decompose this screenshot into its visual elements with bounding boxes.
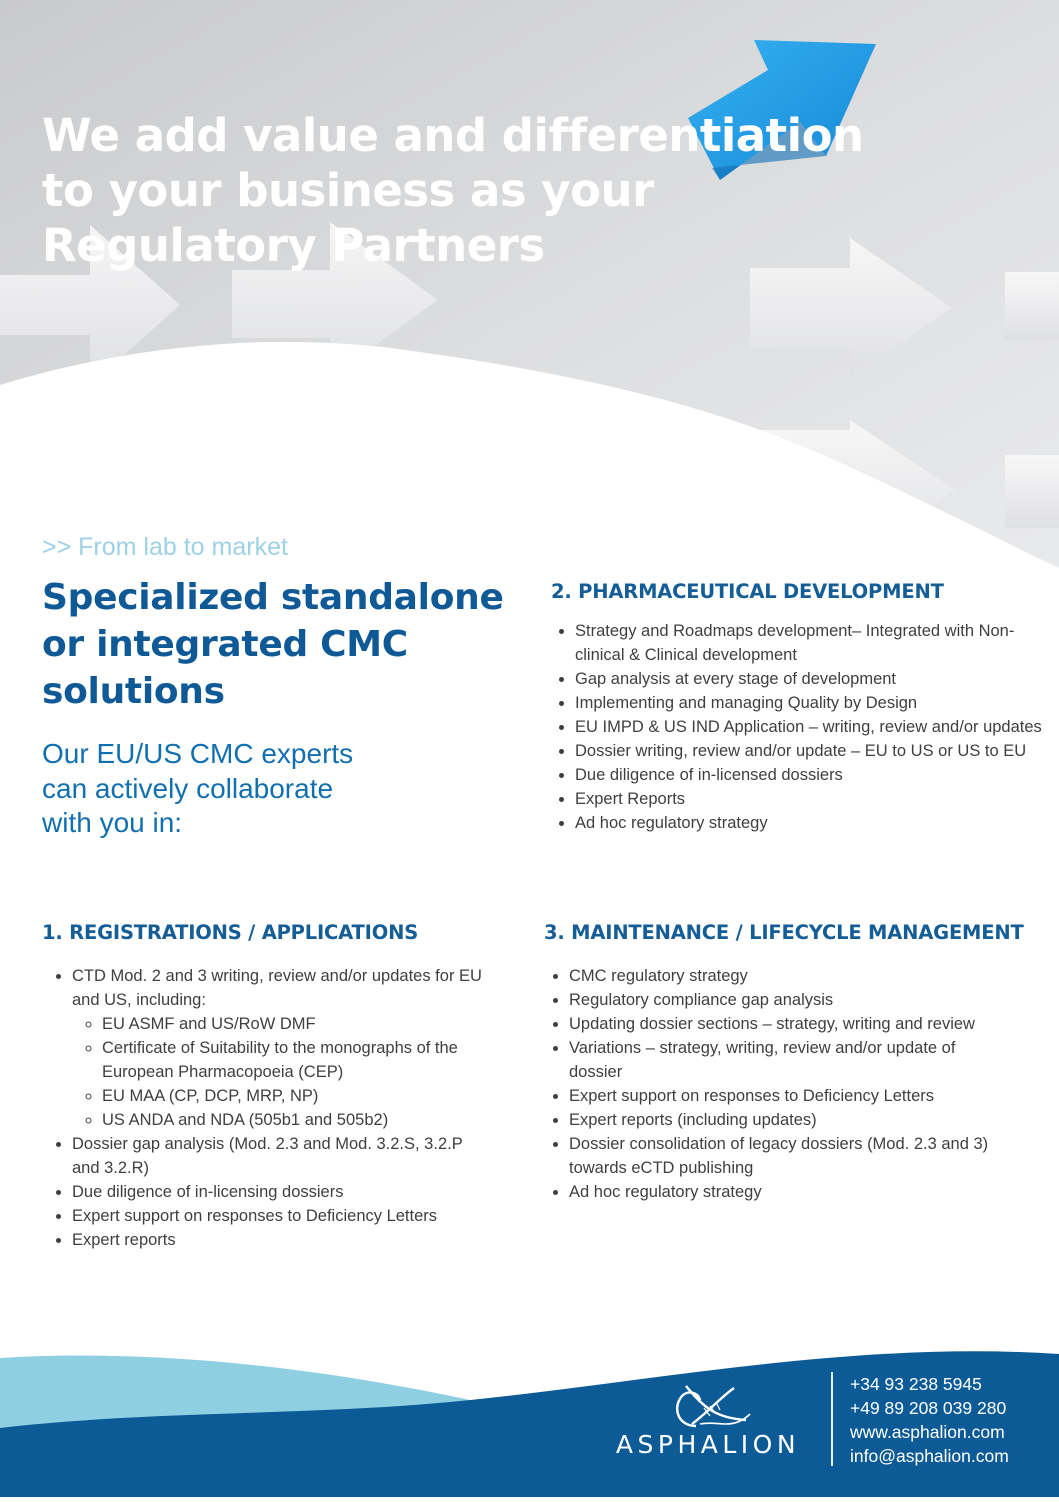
list-item: • CMC regulatory strategy [569, 964, 999, 988]
list-item: • Dossier gap analysis (Mod. 2.3 and Mod. 3.2.S, 3.2.P and 3.2.R) [72, 1132, 482, 1180]
hero-title-line: to your business as your [42, 164, 654, 217]
phone-germany[interactable]: +49 89 208 039 280 [850, 1398, 1007, 1418]
intro-title-line: Specialized standalone [42, 577, 504, 618]
section-heading: 2. PHARMACEUTICAL DEVELOPMENT [551, 580, 944, 603]
website-link[interactable]: www.asphalion.com [850, 1422, 1005, 1442]
list-item: • Ad hoc regulatory strategy [575, 811, 1046, 835]
list-item: • Dossier consolidation of legacy dossiers (Mod. 2.3 and 3) towards eCTD publishing [569, 1132, 999, 1180]
hero-title [42, 108, 902, 273]
intro-title-line: or integrated CMC [42, 624, 408, 665]
list-item: • Due diligence of in-licensing dossiers [72, 1180, 482, 1204]
sub-list-item: ◦ EU MAA (CP, DCP, MRP, NP) [102, 1084, 482, 1108]
footer-divider [831, 1372, 833, 1466]
contact-list [850, 1372, 1009, 1468]
list-item: • Strategy and Roadmaps development– Integrated with Non-clinical & Clinical development [575, 619, 1046, 667]
hero-background [0, 0, 1059, 580]
list-item: • Dossier writing, review and/or update – EU to US or US to EU [575, 739, 1046, 763]
sub-list-item: ◦ Certificate of Suitability to the monographs of the European Pharmacopoeia (CEP) [102, 1036, 482, 1084]
logo-text: ASPHALION [615, 1430, 801, 1459]
kicker-text: >> From lab to market [42, 533, 288, 561]
sub-list-item: ◦ US ANDA and NDA (505b1 and 505b2) [102, 1108, 482, 1132]
bullet-list [551, 619, 1046, 835]
hero-title-line: We add value and differentiation [42, 109, 864, 162]
bullet-list [544, 964, 999, 1204]
intro-subtitle-line: with you in: [42, 807, 183, 838]
phone-spain[interactable]: +34 93 238 5945 [850, 1374, 982, 1394]
list-item: • Implementing and managing Quality by Design [575, 691, 1046, 715]
white-arrow-icon [1005, 455, 1059, 528]
list-item [72, 964, 482, 1132]
maintenance-section [544, 921, 1024, 1204]
hero-title-line: Regulatory Partners [42, 219, 545, 272]
list-item: • Regulatory compliance gap analysis [569, 988, 999, 1012]
intro-subtitle [42, 737, 462, 841]
intro-subtitle-line: Our EU/US CMC experts [42, 738, 354, 769]
bullet-list [42, 964, 482, 1252]
list-item: • EU IMPD & US IND Application – writing, review and/or updates [575, 715, 1046, 739]
list-item: • Expert support on responses to Deficiency Letters [569, 1084, 999, 1108]
sub-list-item: ◦ EU ASMF and US/RoW DMF [102, 1012, 482, 1036]
white-arrow-icon [1005, 272, 1059, 340]
list-item: • Ad hoc regulatory strategy [569, 1180, 999, 1204]
list-item: • Expert reports (including updates) [569, 1108, 999, 1132]
intro-title-line: solutions [42, 671, 225, 712]
list-item: • Expert reports [72, 1228, 482, 1252]
pharmaceutical-development-section [551, 580, 1046, 835]
list-item: • Variations – strategy, writing, review and/or update of dossier [569, 1036, 999, 1084]
list-item: • Due diligence of in-licensed dossiers [575, 763, 1046, 787]
list-item-text: CTD Mod. 2 and 3 writing, review and/or updates for EU and US, including: [72, 967, 482, 1009]
section-heading: 3. MAINTENANCE / LIFECYCLE MANAGEMENT [544, 921, 1024, 944]
section-heading: 1. REGISTRATIONS / APPLICATIONS [42, 921, 419, 944]
intro-title [42, 574, 522, 715]
registrations-section [42, 921, 482, 1252]
list-item: • Expert support on responses to Deficiency Letters [72, 1204, 482, 1228]
email-link[interactable]: info@asphalion.com [850, 1446, 1009, 1466]
list-item: • Updating dossier sections – strategy, writing and review [569, 1012, 999, 1036]
sub-bullet-list [72, 1012, 482, 1132]
hero-banner [0, 0, 1059, 580]
list-item: • Expert Reports [575, 787, 1046, 811]
list-item: • Gap analysis at every stage of development [575, 667, 1046, 691]
intro-subtitle-line: can actively collaborate [42, 772, 334, 804]
